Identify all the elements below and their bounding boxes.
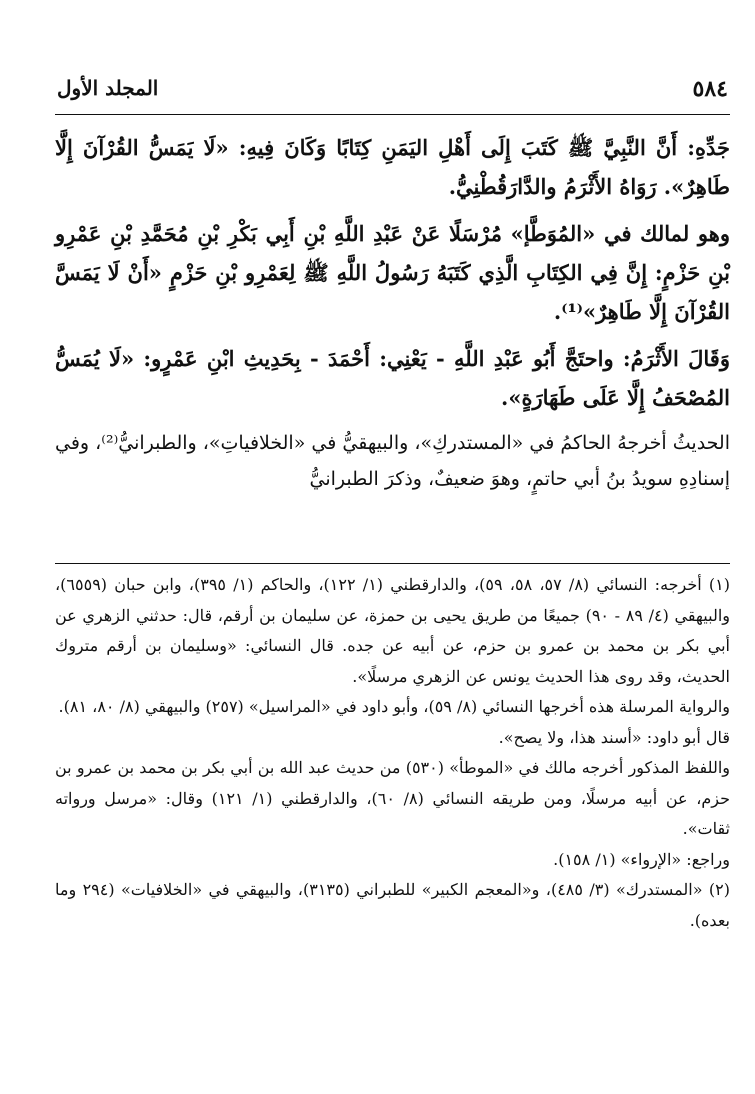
footnote-1-malik: واللفظ المذكور أخرجه مالك في «الموطأ» (٥٣٠) من حديث عبد الله بن أبي بكر بن محمد بن عمرو بن حزم، عن أبيه مرسلًا، ومن طريقه النسائي (٨/ ٦٠)، والدارقطني (١/ ١٢١) وقال: «مرسل ورواته ثقات».	[55, 758, 730, 838]
main-text	[55, 128, 730, 558]
main-paragraph-2: وهو لمالك في «المُوَطَّإ» مُرْسَلًا عَنْ عَبْدِ اللَّهِ بْنِ أَبِي بَكْرِ بْنِ مُحَمَّدِ بْنِ عَمْرِو بْنِ حَزْمٍ: إِنَّ فِي الكِتَابِ الَّذِي كَتَبَهُ رَسُولُ اللَّهِ ﷺ لِعَمْرِو بْنِ حَزْمٍ «أَنْ لَا يَمَسَّ القُرْآنَ إِلَّا طَاهِرٌ»⁽¹⁾.	[55, 221, 730, 324]
main-paragraph-4: الحديثُ أخرجهُ الحاكمُ في «المستدركِ»، والبيهقيُّ في «الخلافياتِ»، والطبرانيُّ⁽²⁾، وفي إسنادِهِ سويدُ بنُ أبي حاتمٍ، وهوَ ضعيفٌ، وذكرَ الطبرانيُّ	[55, 432, 730, 490]
footnotes	[55, 570, 730, 1030]
page-header	[55, 70, 730, 115]
main-paragraph-3: وَقَالَ الأَثْرَمُ: واحتَجَّ أَبُو عَبْدِ اللَّهِ - يَعْنِي: أَحْمَدَ - بِحَدِيثِ ابْنِ عَمْرٍو: «لَا يُمَسُّ المُصْحَفُ إِلَّا عَلَى طَهَارَةٍ».	[55, 346, 730, 410]
page-number: ٥٨٤	[692, 76, 728, 102]
footnote-2: (٢) «المستدرك» (٣/ ٤٨٥)، و«المعجم الكبير» للطبراني (٣١٣٥)، والبيهقي في «الخلافيات» (٢٩٤ وما بعده).	[55, 880, 731, 930]
footnote-1-irwa: وراجع: «الإرواء» (١/ ١٥٨).	[553, 849, 730, 869]
main-paragraph-1: جَدِّهِ: أَنَّ النَّبِيَّ ﷺ كَتَبَ إِلَى أَهْلِ اليَمَنِ كِتَابًا وَكَانَ فِيهِ: «لَا يَمَسُّ القُرْآنَ إِلَّا طَاهِرٌ». رَوَاهُ الأَثْرَمُ والدَّارَقُطْنِيُّ.	[55, 135, 730, 199]
footnote-1: (١) أخرجه: النسائي (٨/ ٥٧، ٥٨، ٥٩)، والدارقطني (١/ ١٢٢)، والحاكم (١/ ٣٩٥)، وابن حبان (٦٥٥٩)، والبيهقي (٤/ ٨٩ - ٩٠) جميعًا من طريق يحيى بن حمزة، عن سليمان بن أرقم، قال: حدثني الزهري عن أبي بكر بن محمد بن عمرو بن حزم، عن أبيه عن جده. قال النسائي: «وسليمان بن أرقم متروك الحديث، وقد روى هذا الحديث يونس عن الزهري مرسلًا».	[55, 575, 731, 686]
footnote-separator	[55, 563, 730, 564]
footnote-1-continued: والرواية المرسلة هذه أخرجها النسائي (٨/ ٥٩)، وأبو داود في «المراسيل» (٢٥٧) والبيهقي (٨/ ٨٠، ٨١).	[58, 697, 730, 716]
footnote-1-abu-dawud: قال أبو داود: «أسند هذا، ولا يصح».	[498, 727, 730, 747]
running-title: المجلد الأول	[57, 76, 159, 100]
